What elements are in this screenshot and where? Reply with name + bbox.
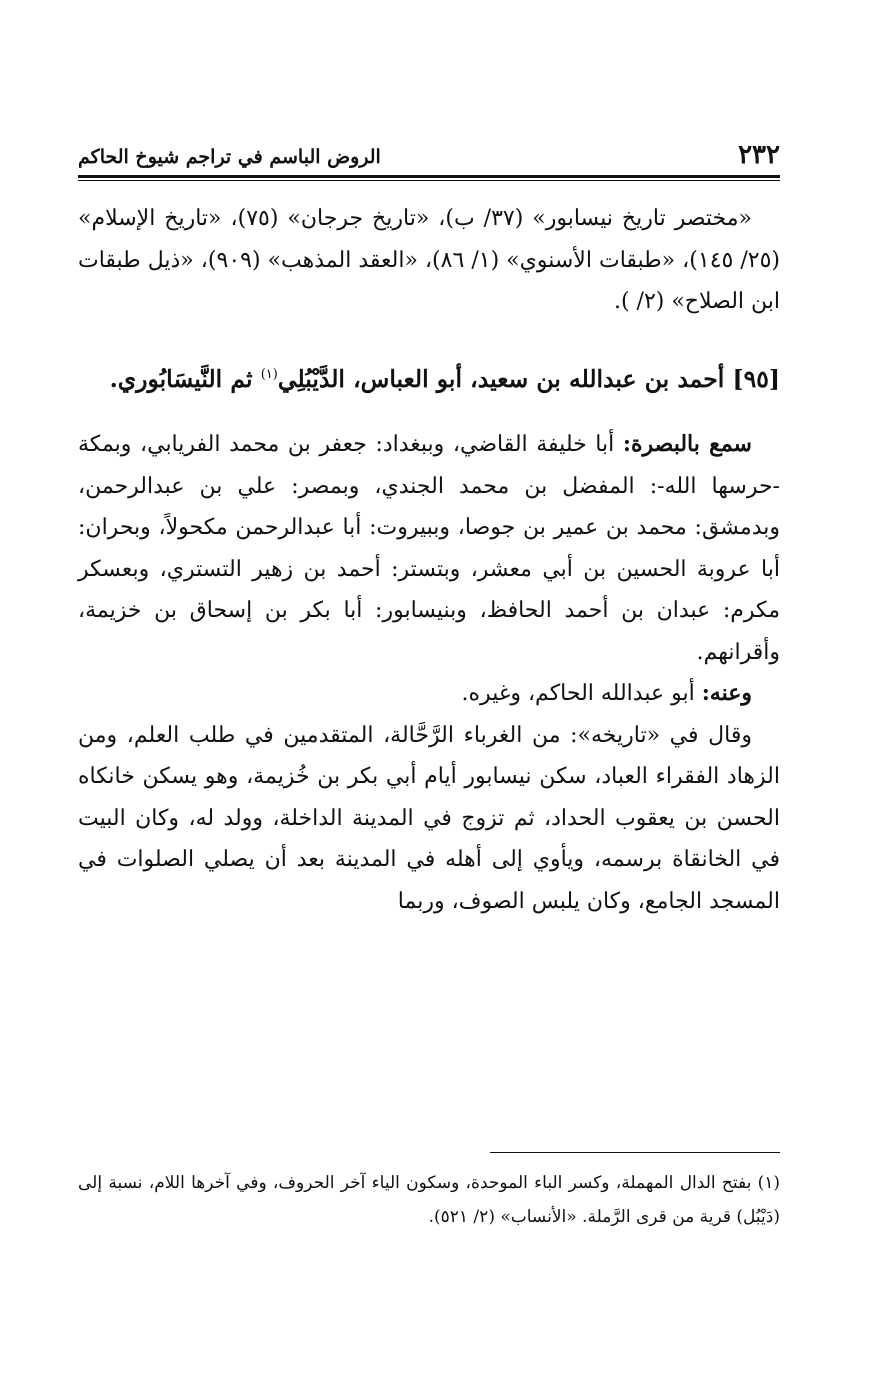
footnote-1: (١) بفتح الدال المهملة، وكسر الباء الموحدة، وسكون الياء آخر الحروف، وفي آخرها اللام، نسبة إلى (دَيْبُل) قرية من قرى الرَّملة. «الأنساب» (٢/ ٥٢١). [78, 1173, 780, 1227]
from-him-lead: وعنه: [701, 680, 752, 707]
from-him-text: أبو عبدالله الحاكم، وغيره. [461, 681, 695, 707]
quote-paragraph: وقال في «تاريخه»: من الغرباء الرَّحَّالة، المتقدمين في طلب العلم، ومن الزهاد الفقراء العباد، سكن نيسابور أيام أبي بكر بن خُزيمة، وهو يسكن خانكاه الحسن بن يعقوب الحداد، ثم تزوج في المدينة الداخلة، وولد له، وكان البيت في الخانقاة برسمه، ويأوي إلى أهله في المدينة بعد أن يصلي الصلوات في المسجد الجامع، وكان يلبس الصوف، وربما [78, 722, 780, 914]
running-title: الروض الباسم في تراجم شيوخ الحاكم [78, 146, 381, 168]
heard-text: أبا خليفة القاضي، وببغداد: جعفر بن محمد الفريابي، وبمكة -حرسها الله-: المفضل بن محمد الجندي، وبمصر: علي بن عبدالرحمن، وبدمشق: محمد بن عمير بن جوصا، وببيروت: أبا عبدالرحمن مكحولاً، وبحران: أبا عروبة الحسين بن أبي معشر، وبتستر: أحمد بن زهير التستري، وبعسكر مكرم: عبدان بن أحمد الحافظ، وبنيسابور: أبا بكر بن إسحاق بن خزيمة، وأقرانهم. [78, 432, 780, 665]
book-page [78, 0, 780, 1385]
sources-paragraph: «مختصر تاريخ نيسابور» (٣٧/ ب)، «تاريخ جرجان» (٧٥)، «تاريخ الإسلام» (٢٥/ ١٤٥)، «طبقات الأسنوي» (١/ ٨٦)، «العقد المذهب» (٩٠٩)، «ذيل طبقات ابن الصلاح» (٢/ ). [78, 206, 781, 314]
heard-paragraph [78, 424, 780, 673]
main-text [78, 198, 780, 922]
footnotes [78, 1166, 780, 1234]
page-header [78, 138, 780, 172]
entry-number: [٩٥] [732, 364, 780, 393]
entry-heading [78, 353, 780, 401]
entry-name: أحمد بن عبدالله بن سعيد، أبو العباس، الدَّيْبُلِي [277, 364, 725, 393]
header-rule [78, 175, 780, 181]
heard-lead: سمع بالبصرة: [622, 431, 752, 458]
page-number: ٢٣٢ [738, 140, 780, 170]
from-him-paragraph [78, 673, 780, 715]
entry-name-suffix: ثم النَّيسَابُوري. [109, 364, 253, 393]
footnote-ref: (١) [260, 366, 278, 382]
footnote-rule [490, 1152, 780, 1153]
